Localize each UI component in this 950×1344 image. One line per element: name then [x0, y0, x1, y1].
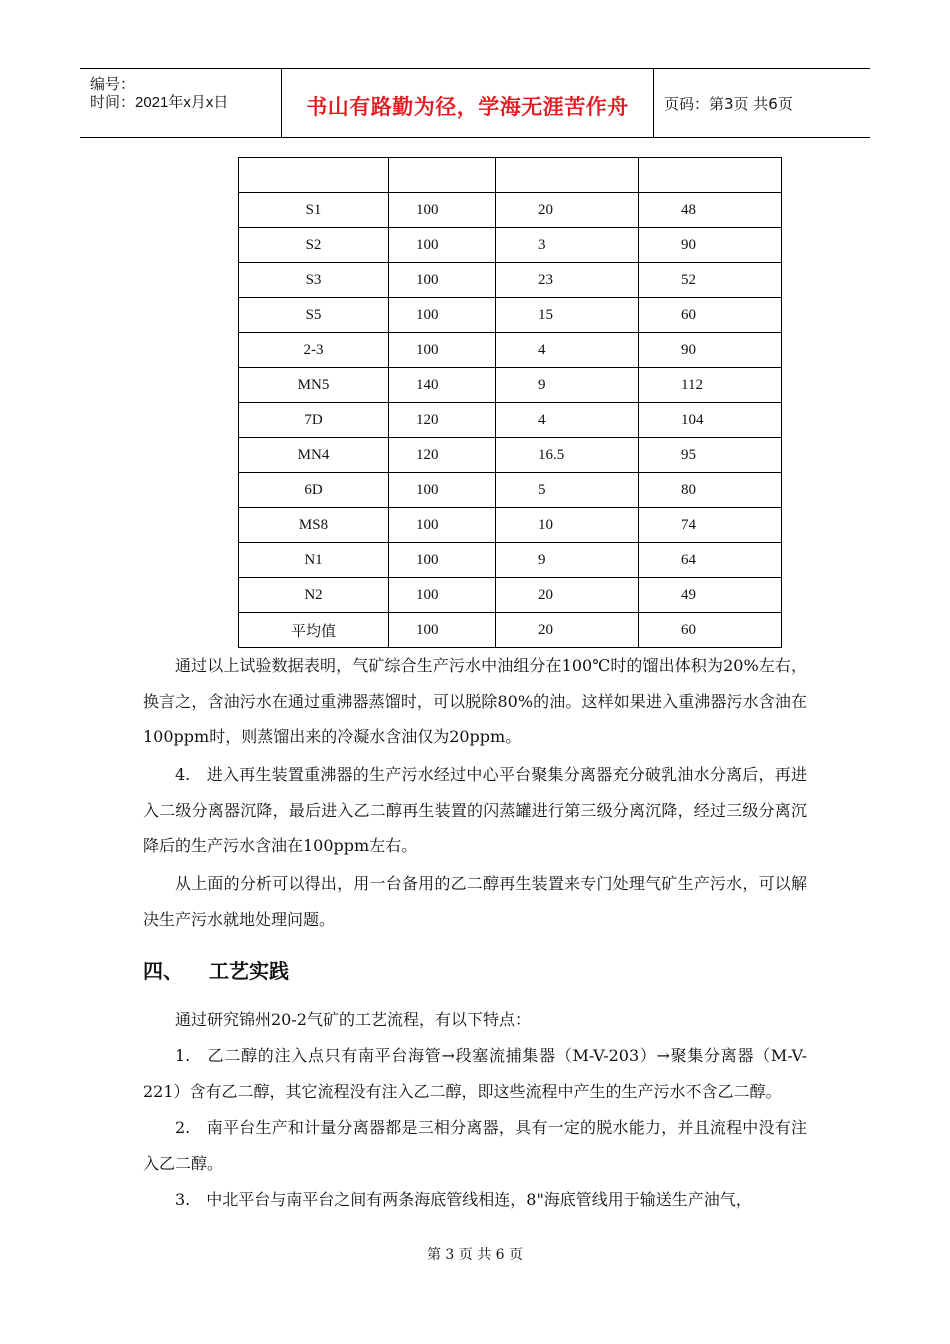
table-cell: 4	[496, 333, 639, 368]
section-title: 工艺实践	[209, 959, 289, 983]
paragraph-conclusion: 从上面的分析可以得出，用一台备用的乙二醇再生装置来专门处理气矿生产污水，可以解决生产污水就地处理问题。	[143, 874, 807, 929]
table-cell: 100	[389, 508, 496, 543]
table-cell: S1	[239, 193, 389, 228]
paragraph-point-1: 1. 乙二醇的注入点只有南平台海管→段塞流捕集器（M-V-203）→聚集分离器（M-V-221）含有乙二醇，其它流程没有注入乙二醇，即这些流程中产生的生产污水不含乙二醇。	[143, 1046, 807, 1101]
table-cell: 9	[496, 543, 639, 578]
table-cell: 90	[639, 228, 782, 263]
table-row	[239, 193, 782, 228]
page-footer: 第 3 页 共 6 页	[426, 1247, 524, 1263]
table-cell: 16.5	[496, 438, 639, 473]
table-row	[239, 613, 782, 648]
document-time: 时间：2021年x月x日	[90, 94, 229, 111]
table-cell: N1	[239, 543, 389, 578]
paragraph-point-3: 3. 中北平台与南平台之间有两条海底管线相连，8"海底管线用于输送生产油气，	[175, 1190, 752, 1209]
table-cell: 4	[496, 403, 639, 438]
page-header	[80, 68, 870, 138]
table-cell: S2	[239, 228, 389, 263]
table-cell: 100	[389, 333, 496, 368]
table-cell: 52	[639, 263, 782, 298]
table-cell: 60	[639, 613, 782, 648]
table-cell	[496, 158, 639, 193]
distillation-data-table	[238, 157, 782, 648]
table-row	[239, 578, 782, 613]
document-number: 编号：	[90, 76, 136, 93]
table-cell: MN5	[239, 368, 389, 403]
table-cell: 104	[639, 403, 782, 438]
table-cell: 112	[639, 368, 782, 403]
header-meta	[80, 69, 282, 137]
table-cell: 100	[389, 543, 496, 578]
table-cell	[239, 158, 389, 193]
table-cell: 平均值	[239, 613, 389, 648]
header-page-code: 页码：第3页 共6页	[664, 95, 793, 113]
table-cell: 140	[389, 368, 496, 403]
table-cell: 100	[389, 193, 496, 228]
table-cell: 20	[496, 193, 639, 228]
table-cell: 80	[639, 473, 782, 508]
paragraph-point-4: 4. 进入再生装置重沸器的生产污水经过中心平台聚集分离器充分破乳油水分离后，再进入二级分离器沉降，最后进入乙二醇再生装置的闪蒸罐进行第三级分离沉降，经过三级分离沉降后的生产污水含油在100ppm左右。	[143, 765, 807, 855]
section-heading	[143, 955, 289, 984]
table-cell: 23	[496, 263, 639, 298]
table-cell: 7D	[239, 403, 389, 438]
table-cell: 20	[496, 578, 639, 613]
table-cell: 2-3	[239, 333, 389, 368]
table-cell: 100	[389, 578, 496, 613]
table-row	[239, 333, 782, 368]
table-cell: S3	[239, 263, 389, 298]
header-page-cell	[654, 69, 870, 137]
table-cell: 20	[496, 613, 639, 648]
table-cell: 100	[389, 298, 496, 333]
table-cell: 3	[496, 228, 639, 263]
table-cell: 60	[639, 298, 782, 333]
table-cell: 64	[639, 543, 782, 578]
table-cell: MS8	[239, 508, 389, 543]
table-cell: 100	[389, 473, 496, 508]
table-cell: 5	[496, 473, 639, 508]
table-row	[239, 368, 782, 403]
table-cell: 9	[496, 368, 639, 403]
table-cell: 120	[389, 438, 496, 473]
table-cell: MN4	[239, 438, 389, 473]
table-row	[239, 228, 782, 263]
table-row	[239, 403, 782, 438]
table-cell: 48	[639, 193, 782, 228]
table-cell: 120	[389, 403, 496, 438]
table-row	[239, 543, 782, 578]
table-cell: 100	[389, 263, 496, 298]
table-body	[239, 158, 782, 648]
table-cell	[639, 158, 782, 193]
table-cell: 6D	[239, 473, 389, 508]
header-motto: 书山有路勤为径，学海无涯苦作舟	[306, 95, 629, 119]
table-cell: 100	[389, 613, 496, 648]
paragraph-test-result: 通过以上试验数据表明，气矿综合生产污水中油组分在100℃时的馏出体积为20%左右，换言之，含油污水在通过重沸器蒸馏时，可以脱除80%的油。这样如果进入重沸器污水含油在100ppm时，则蒸馏出来的冷凝水含油仅为20ppm。	[143, 656, 807, 746]
table-cell: 49	[639, 578, 782, 613]
table-row	[239, 438, 782, 473]
table-cell: S5	[239, 298, 389, 333]
table-cell: 90	[639, 333, 782, 368]
header-motto-cell	[282, 69, 654, 137]
table-row	[239, 473, 782, 508]
table-cell: 74	[639, 508, 782, 543]
table-cell: 95	[639, 438, 782, 473]
table-cell: 10	[496, 508, 639, 543]
section-number: 四、	[143, 959, 183, 983]
table-row	[239, 263, 782, 298]
table-cell: N2	[239, 578, 389, 613]
table-cell: 15	[496, 298, 639, 333]
paragraph-point-2: 2. 南平台生产和计量分离器都是三相分离器，具有一定的脱水能力，并且流程中没有注入乙二醇。	[143, 1118, 807, 1173]
table-cell: 100	[389, 228, 496, 263]
table-cell	[389, 158, 496, 193]
paragraph-intro: 通过研究锦州20-2气矿的工艺流程，有以下特点：	[175, 1010, 531, 1029]
table-row	[239, 158, 782, 193]
table-row	[239, 508, 782, 543]
table-row	[239, 298, 782, 333]
